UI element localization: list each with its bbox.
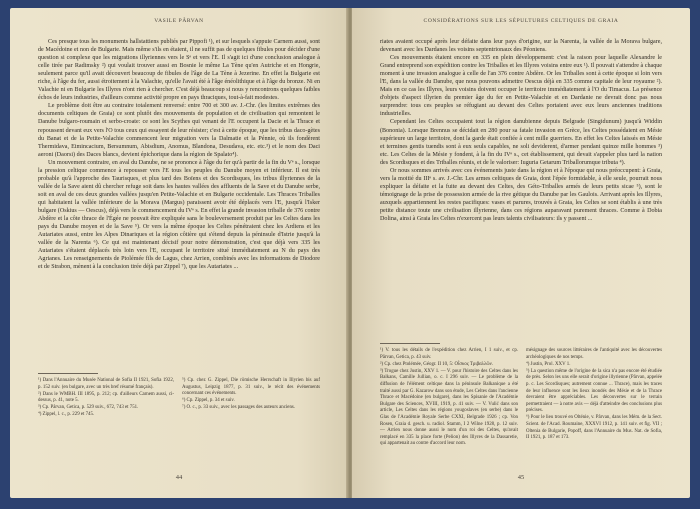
paragraph: Cependant les Celtes occupaient tout la région danubienne depuis Belgrade (Singidunum) jusqu'à Widdin (Bononia). Lorsque Brennus se décidait en 280 pour sa fatale invasion en Grèce, les Celtes possédaient en Mésie supérieure un large territoire, dont la garde était confiée à cent mille guerriers. En effet les Celtes laissés en Mésie et termines gentis tuendis sont à eux seuls capables, ne soli deviderent, d'armer pendant quinze mille hommes ³) etc. Les Celtes de la Mésie y fondent, à la fin du IVᵉ s., cet établissement, qui devait s'appeler plus tard la nation des Scordisques et des Triballes réunis, et de le valoriser: Iuguria Getarum Triballorumque tributa ⁴). bbox=[380, 119, 662, 166]
footnotes-col-2 bbox=[182, 378, 320, 412]
right-page bbox=[352, 8, 690, 498]
footnote: ³) Trogue chez Justin, XXV 1. — V. pour l'histoire des Celtes dans les Balkans, Camille Jullian, o. c. I 296 suiv. — Le problème de la diffusion de l'élément celtique dans la péninsule Balkanique a été traité aussi par G. Kazarow dans son étude, Les Celtes dans l'ancienne Thrace et Macédoine (en bulgare), dans les Spisanie de l'Académie Bulgare des Sciences, XVIII, 1919, p. 41 suiv. — V. Vulić dans son article, Les Celtes dans les régions yougoslaves (en serbe) dans le Glas de l'Académie Royale Serbe CXXI, Belgrade 1926 ; cp. Von Rosen, Graia d. gesch. u. radiol. Stamm, I 2 Wilne 1928, p. 12 suiv. — Arrien nous donne aussi le nom d'un roi des Celtes, qu'avait remplacé en 335 la place forte (Pelion) des Illyres de la Dassaretie, qui appartenait au contre d'accord leur nom. bbox=[380, 368, 518, 447]
footnote: ⁵) La question même de l'origine de la sica n'a pas encore été étudiée de près. Selon les uns elle serait d'origine illyrienne (Pârvan, appelée p. c. Les Scordisques; autrement connue ... Thrace), mais les traces de leur influence sont les lieux inondés des Mésie et de la Thrace devraient être appréciables. Les découvertes sur le terrain permettraient — à notre avis — déjà d'atteindre des conclusions plus précises. bbox=[526, 368, 662, 414]
footnote: ⁶) Cp. Zippel, p. 34 et suiv. bbox=[182, 398, 235, 404]
paragraph: Le problème doit être au contraire totalement renversé: entre 700 et 300 av. J.-Chr. (les limites extrêmes des documents celtiques de Graia) ce sont plutôt des mouvements de population et de civilisation qui remontent le Danube bulgaro-roumain et serbo-croate: ce sont les Scythes qui venant de l'E occupent la Dacie et la Thrace et repoussent devant eux vers l'O tous ceux qui essayent de leur résister; c'est à cette époque, que les tribus daco-gètes du Banat et de la Petite-Valachie commencent leur migration vers la Dalmatie et la Pénnie, où ils fondèrent Thermidava, Eimincacium, Bersumnum, Abisdium, Anomus, Blandona, Desudava, etc. etc.³) et le nom des Daci aeroni (Daorsi) des Daces blancs, devient épichorique dans la région de Spalato⁴). bbox=[38, 103, 320, 158]
footnote-rule bbox=[380, 343, 440, 344]
footnote: mésignage des sources littéraires de l'antiquité avec les découvertes archéologiques de nos temps. bbox=[526, 348, 662, 360]
footnotes-col-1 bbox=[380, 348, 518, 448]
paragraph: riates avaient occupé après leur défaite dans leur pays d'origine, sur la Narenta, la vallée de la Morava bulgare, devenant avec les Dardanes les voisins septentrionaux des Péoniens. bbox=[380, 39, 662, 54]
paragraph: Ces mouvements étaient encore en 335 en plein développement: c'est la raison pour laquelle Alexandre le Grand entreprend son expédition contre les Triballes et les Illyres voisins entre eux ¹). Il pouvait s'attendre à chaque moment à une invasion analogue à celle de l'an 376 contre Abdère. Or les Triballes sont à cette époque si loin vers l'E, dans la vallée du Danube, que nous pouvons admettre Oescus déjà en 335 comme capitale de leur royaume ²). Mais en ce cas les Illyres, leurs voisins doivent occuper le territoire immédiatement à l'O du Timacus. La présence d'objets d'aspect illyrien du premier âge du fer en Petite-Valachie et en Dardanie ne devrait donc pas nous surprendre: tous ces peuples se réfugiant au devant des Celtes portaient avec eux leurs anciennes traditions industrielles. bbox=[380, 55, 662, 118]
running-head-right: CONSIDÉRATIONS SUR LES SÉPULTURES CELTIQUES DE GRAIA bbox=[423, 18, 619, 24]
footnote: ⁴) Zippel, l. c., p. 229 et 745. bbox=[38, 412, 95, 418]
footnote: ¹) V. tous les détails de l'expédition chez Arrien, I 1 suiv., et cp. Pârvan, Getica, p. 43 suiv. bbox=[380, 348, 518, 360]
paragraph: Ces presque tous les monuments hallstattiens publiés par Pippofi ¹), et sur lesquels s'appuie Carnem aussi, sont de Macédoine et non de Bulgarie. Mais même s'ils en étaient, il ne suffit pas de quelques fibules pour décider d'une question si complexe que les migrations illyriennes vers le Sᵉ et vers l'E. Il s'agit ici d'une conclusion analogue à celle tirée par Radimsky ²) qui voulait trouver aussi en Bosnie le même La Tène qu'en Autriche et en Hongrie, seulement parce qu'il avait découvert beaucoup de fibules de l'âge de La Tène à Jezerine. En effet la Bulgarie est riche, à l'âge du fer, aussi étroitement à la Valachie, qu'elle l'avait été à l'âge énéolithique et à l'âge du bronze. Ni en Valachie ni en Bulgarie les Illyres n'ont rien à chercher. C'est déjà beaucoup si nous y rencontrons quelques faibles échos de leurs industries, d'ailleurs comme activité propre en pays thraciques, tout-à-fait modestes. bbox=[38, 39, 320, 102]
body-text-right bbox=[380, 38, 662, 338]
footnotes-col-1 bbox=[38, 378, 174, 420]
footnote: ²) Dans le WMBH. III 1895, p. 212; cp. d'ailleurs Carnem aussi, ci-dessus, p. 41, note 5. bbox=[38, 391, 174, 404]
paragraph: Or nous sommes arrivés avec ces événements juste dans la région et à l'époque qui nous préoccupent: à Graia, vers la moitié du IIIᵉ s. av. J.-Chr. Les armes celtiques de Graia, dont l'épée formidable, à elle seule, pourrait nous expliquer la défaite et la fuite au devant des Celtes, des Géto-Triballes armés de leurs petits sicae ⁵), sont le témoignage de la prise de possession armée de la rive gétique du Danube par les Gaulois. Arrivant après les Illyres, auxquels appartiennent les restes pacifiques: vases et parures, trouvés à Graia, les Celtes se sont établis à une très petite distance toute une civilisation illyrienne, dans ces régions auparavant purement thraces. Comme à Dobia Dolina, ainsi à Graia les Celtes n'exercent pas leurs talents civilisateurs: ils y passent ... bbox=[380, 167, 662, 223]
footnote: ⁴) Justin, Prol. XXV 1. bbox=[526, 361, 571, 367]
page-number-right: 45 bbox=[517, 474, 525, 481]
footnote: ²) Cp. chez Ptolémée, Géogr. II 10, 5: Οἶσκος Τριβαλλῶν. bbox=[380, 361, 494, 367]
footnote: ⁶) Pour le lieu trouvé en Olténie, v. Pârvan, dans les Mém. de la Sect. Scient. de l'Acad. Roumaine, XXXVI 1912, p. 141 suiv. et fig. VII ; Oltenia de Bulgarie, Popoff, dans l'Annuaire du Mus. Nat. de Sofia, II 1921, p. 187 et 173. bbox=[526, 415, 662, 441]
running-head-left: VASILE PÂRVAN bbox=[154, 18, 204, 24]
paragraph: Un mouvement contraire, en aval du Danube, ne se prononce à l'âge du fer qu'à partir de la fin du Vᵉ s., lorsque la pression celtique commence à repousser vers l'E tous les peuples du Danube moyen et inférieur. Il est très probable qu'à l'approche des Taurisques, et plus tard des Boïens et des Scordisques, les tribus illyriennes de la vallée de la Save aient dû chercher refuge soit dans les hautes vallées des affluents de la Save et du Danube serbe, soit en aval de ces deux grandes vallées jusqu'en Petite-Valachie et en Bulgarie occidentale. Les Thraces Triballes qui habitaient la vallée inférieure de la Morava (Margus) paraissent avoir été déplacés vers l'E, jusqu'à l'Isker bulgare (Oskius — Oescus), déjà vers le commencement du IVᵉ s. En effet la grande invasion triballe de 376 contre Abdère et la côte thrace de l'Égée ne pouvait être expliquée sans le bouleversement produit par les Celtes dans les pays du Danube moyen et de la Save ⁵). Or vers la même époque les Celtes pénétraient chez les Ardiens et les Autariates aussi, entre les Alpes Dinariques et la région côtière qui s'étend depuis la péninsule d'Istrie jusqu'à la vallée de la Narenta ⁶). Ce qui est maintenant décisif pour notre démonstration, c'est que déjà vers 335 les Autariates s'étaient déplacés très loin vers l'E, occupant le territoire situé immédiatement au N du pays des Agrianes. Les renseignements de Ptolémée fils de Lagus, chez Arrien, combinés avec les informations de Diodore et de Strabon, mènent à la conclusion tirée déjà par Zippel ⁷), que les Autariates ... bbox=[38, 159, 320, 271]
page-number-left: 44 bbox=[175, 474, 183, 481]
footnote: ⁷) O. c., p. 33 suiv., avec les passages des auteurs anciens. bbox=[182, 405, 296, 411]
footnote: ¹) Dans l'Annuaire du Musée National de Sofia II 1921, Sofia 1922, p. 152 suiv. (en bulgare, avec un très bref résumé français). bbox=[38, 378, 174, 390]
footnote: ³) Cp. Pârvan, Getica, p. 529 suiv., 672, 743 et 751. bbox=[38, 405, 139, 411]
footnote-rule bbox=[38, 373, 98, 374]
left-page bbox=[10, 8, 348, 498]
body-text-left bbox=[38, 38, 320, 368]
footnotes-col-2 bbox=[526, 348, 662, 442]
footnote: ⁵) Cp. chez G. Zippel, Die römische Herrschaft in Illyrien bis auf Augustus, Leipzig 1877, p. 31 suiv., le récit des événements concernant ces événements. bbox=[182, 378, 320, 397]
